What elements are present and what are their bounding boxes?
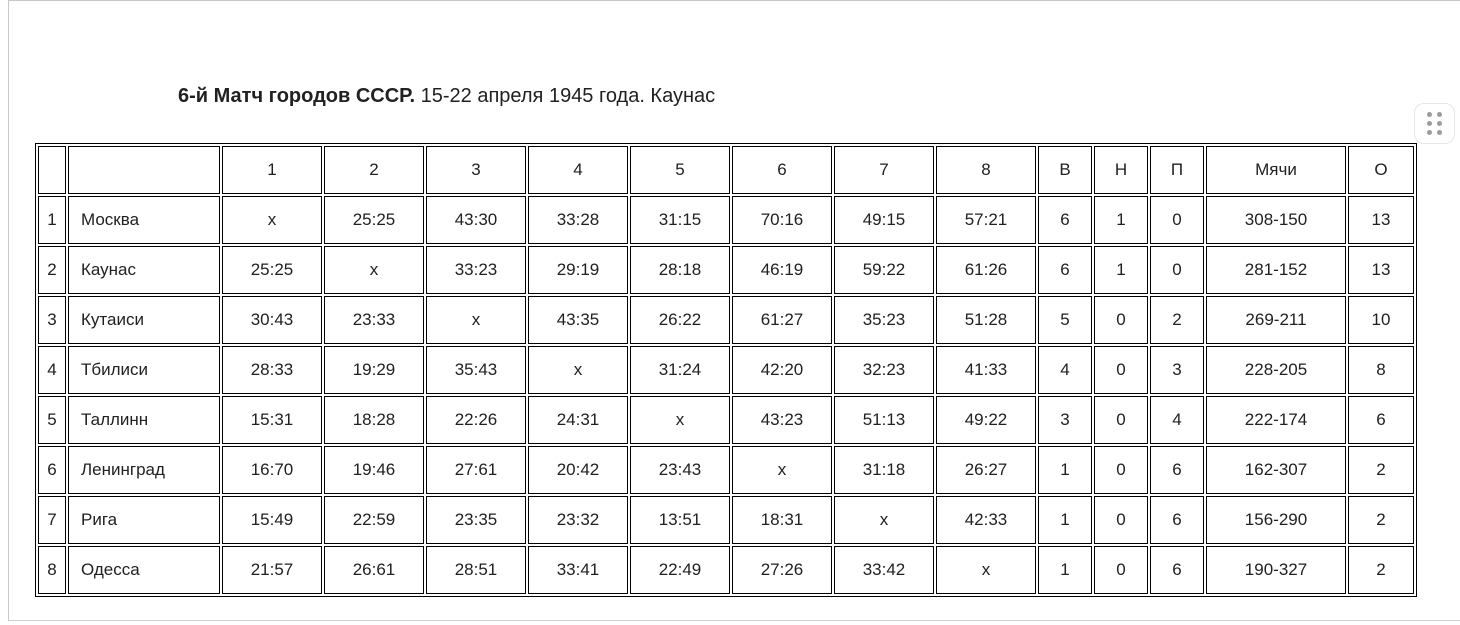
score-cell: 2: [1348, 546, 1414, 594]
row-number-cell: 2: [38, 246, 66, 294]
score-cell: 49:15: [834, 196, 934, 244]
table-row: [38, 346, 1414, 394]
score-cell: x: [630, 396, 730, 444]
score-cell: 5: [1038, 296, 1092, 344]
score-cell: 0: [1150, 246, 1204, 294]
score-cell: x: [936, 546, 1036, 594]
score-cell: 13: [1348, 196, 1414, 244]
score-cell: 19:46: [324, 446, 424, 494]
score-cell: 61:26: [936, 246, 1036, 294]
column-header: В: [1038, 146, 1092, 194]
score-cell: 1: [1094, 196, 1148, 244]
results-table: [35, 143, 1417, 597]
score-cell: 43:30: [426, 196, 526, 244]
header-row: [38, 146, 1414, 194]
score-cell: 20:42: [528, 446, 628, 494]
page-title: [178, 85, 715, 108]
table-row: [38, 546, 1414, 594]
score-cell: 1: [1094, 246, 1148, 294]
row-number-cell: 6: [38, 446, 66, 494]
score-cell: 25:25: [324, 196, 424, 244]
score-cell: 31:24: [630, 346, 730, 394]
score-cell: 6: [1150, 496, 1204, 544]
score-cell: 33:23: [426, 246, 526, 294]
column-header: 4: [528, 146, 628, 194]
title-bold: 6-й Матч городов СССР.: [178, 85, 416, 107]
column-header: 1: [222, 146, 322, 194]
column-header: 5: [630, 146, 730, 194]
score-cell: 18:28: [324, 396, 424, 444]
row-number-cell: 5: [38, 396, 66, 444]
score-cell: 0: [1094, 346, 1148, 394]
drag-handle-button[interactable]: [1414, 103, 1455, 144]
score-cell: 33:28: [528, 196, 628, 244]
city-cell: Ленинград: [68, 446, 220, 494]
score-cell: 33:42: [834, 546, 934, 594]
score-cell: 6: [1150, 546, 1204, 594]
score-cell: 25:25: [222, 246, 322, 294]
score-cell: 42:33: [936, 496, 1036, 544]
score-cell: 22:26: [426, 396, 526, 444]
score-cell: 10: [1348, 296, 1414, 344]
score-cell: 19:29: [324, 346, 424, 394]
column-header: П: [1150, 146, 1204, 194]
score-cell: 32:23: [834, 346, 934, 394]
score-cell: 70:16: [732, 196, 832, 244]
score-cell: 162-307: [1206, 446, 1346, 494]
score-cell: 59:22: [834, 246, 934, 294]
row-number-cell: 3: [38, 296, 66, 344]
row-number-cell: 4: [38, 346, 66, 394]
score-cell: 2: [1348, 496, 1414, 544]
score-cell: 41:33: [936, 346, 1036, 394]
score-cell: 18:31: [732, 496, 832, 544]
table-row: [38, 246, 1414, 294]
score-cell: 23:32: [528, 496, 628, 544]
score-cell: 23:33: [324, 296, 424, 344]
column-header: 2: [324, 146, 424, 194]
column-header: Мячи: [1206, 146, 1346, 194]
city-cell: Каунас: [68, 246, 220, 294]
score-cell: x: [528, 346, 628, 394]
row-number-cell: 8: [38, 546, 66, 594]
score-cell: 0: [1094, 546, 1148, 594]
drag-dots-icon: [1427, 112, 1442, 135]
score-cell: 28:51: [426, 546, 526, 594]
score-cell: 51:28: [936, 296, 1036, 344]
score-cell: x: [732, 446, 832, 494]
score-cell: 15:31: [222, 396, 322, 444]
score-cell: 228-205: [1206, 346, 1346, 394]
table-row: [38, 296, 1414, 344]
score-cell: 13: [1348, 246, 1414, 294]
score-cell: 6: [1150, 446, 1204, 494]
score-cell: 61:27: [732, 296, 832, 344]
score-cell: 28:33: [222, 346, 322, 394]
score-cell: 3: [1038, 396, 1092, 444]
score-cell: 22:59: [324, 496, 424, 544]
score-cell: 156-290: [1206, 496, 1346, 544]
score-cell: 13:51: [630, 496, 730, 544]
score-cell: 2: [1348, 446, 1414, 494]
table-row: [38, 446, 1414, 494]
score-cell: 0: [1094, 496, 1148, 544]
score-cell: 222-174: [1206, 396, 1346, 444]
score-cell: 8: [1348, 346, 1414, 394]
score-cell: x: [222, 196, 322, 244]
title-rest: 15-22 апреля 1945 года. Каунас: [420, 85, 716, 107]
score-cell: 281-152: [1206, 246, 1346, 294]
column-header: О: [1348, 146, 1414, 194]
score-cell: 33:41: [528, 546, 628, 594]
table-row: [38, 396, 1414, 444]
score-cell: 1: [1038, 446, 1092, 494]
column-header: 6: [732, 146, 832, 194]
city-cell: Москва: [68, 196, 220, 244]
score-cell: 29:19: [528, 246, 628, 294]
column-header: 7: [834, 146, 934, 194]
score-cell: 23:43: [630, 446, 730, 494]
score-cell: 6: [1038, 246, 1092, 294]
city-cell: Тбилиси: [68, 346, 220, 394]
score-cell: 4: [1150, 396, 1204, 444]
score-cell: 21:57: [222, 546, 322, 594]
score-cell: 0: [1094, 296, 1148, 344]
score-cell: 24:31: [528, 396, 628, 444]
score-cell: x: [426, 296, 526, 344]
score-cell: 28:18: [630, 246, 730, 294]
score-cell: 42:20: [732, 346, 832, 394]
score-cell: 1: [1038, 496, 1092, 544]
score-cell: 57:21: [936, 196, 1036, 244]
column-header: [38, 146, 66, 194]
score-cell: 30:43: [222, 296, 322, 344]
results-table-wrap: [35, 143, 1417, 597]
score-cell: 6: [1348, 396, 1414, 444]
score-cell: 49:22: [936, 396, 1036, 444]
city-cell: Кутаиси: [68, 296, 220, 344]
row-number-cell: 7: [38, 496, 66, 544]
score-cell: 2: [1150, 296, 1204, 344]
score-cell: 16:70: [222, 446, 322, 494]
column-header: Н: [1094, 146, 1148, 194]
score-cell: 190-327: [1206, 546, 1346, 594]
score-cell: 27:26: [732, 546, 832, 594]
table-row: [38, 196, 1414, 244]
score-cell: 27:61: [426, 446, 526, 494]
score-cell: 23:35: [426, 496, 526, 544]
score-cell: 6: [1038, 196, 1092, 244]
score-cell: x: [324, 246, 424, 294]
score-cell: 26:61: [324, 546, 424, 594]
score-cell: 0: [1094, 446, 1148, 494]
column-header: [68, 146, 220, 194]
city-cell: Таллинн: [68, 396, 220, 444]
column-header: 3: [426, 146, 526, 194]
table-body: [38, 196, 1414, 594]
city-cell: Одесса: [68, 546, 220, 594]
score-cell: 26:27: [936, 446, 1036, 494]
score-cell: 308-150: [1206, 196, 1346, 244]
score-cell: 31:15: [630, 196, 730, 244]
score-cell: 22:49: [630, 546, 730, 594]
city-cell: Рига: [68, 496, 220, 544]
score-cell: 15:49: [222, 496, 322, 544]
score-cell: 46:19: [732, 246, 832, 294]
score-cell: 43:35: [528, 296, 628, 344]
score-cell: 35:43: [426, 346, 526, 394]
score-cell: x: [834, 496, 934, 544]
score-cell: 0: [1094, 396, 1148, 444]
score-cell: 3: [1150, 346, 1204, 394]
score-cell: 269-211: [1206, 296, 1346, 344]
row-number-cell: 1: [38, 196, 66, 244]
score-cell: 26:22: [630, 296, 730, 344]
score-cell: 35:23: [834, 296, 934, 344]
table-row: [38, 496, 1414, 544]
score-cell: 1: [1038, 546, 1092, 594]
score-cell: 0: [1150, 196, 1204, 244]
score-cell: 43:23: [732, 396, 832, 444]
score-cell: 51:13: [834, 396, 934, 444]
score-cell: 4: [1038, 346, 1092, 394]
column-header: 8: [936, 146, 1036, 194]
score-cell: 31:18: [834, 446, 934, 494]
